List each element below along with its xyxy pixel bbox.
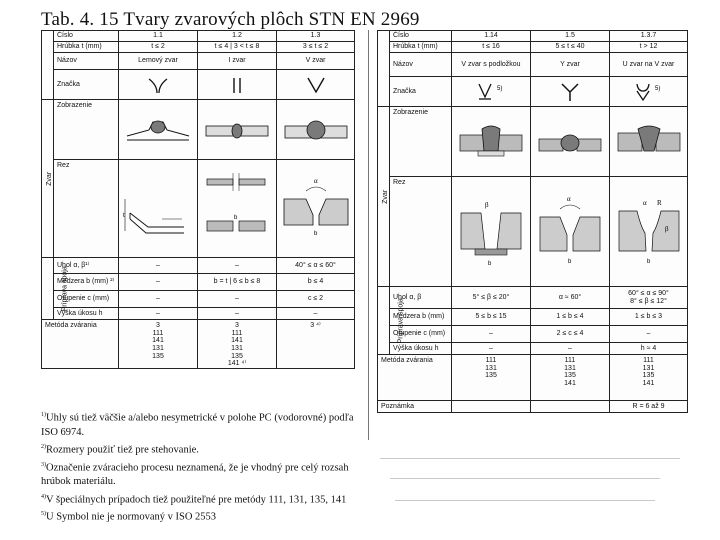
cell-metoda: 111 131 135 141 xyxy=(610,355,688,401)
row-label-uhol: Uhol α, β xyxy=(390,287,452,309)
cell-medzera: – xyxy=(119,274,198,291)
cell-uhol: α ≈ 60° xyxy=(531,287,610,309)
svg-text:t: t xyxy=(123,212,125,219)
footnotes xyxy=(41,408,371,525)
cell-uhol: – xyxy=(119,258,198,274)
row-label-otupenie: Otupenie c (mm) xyxy=(54,291,119,308)
cell-vyska: – xyxy=(531,343,610,355)
row-label-cislo: Číslo xyxy=(54,31,119,42)
row-label-rez: Rez xyxy=(54,160,119,258)
row-label-metoda: Metóda zvárania xyxy=(378,355,452,401)
cell-nazov: V zvar xyxy=(277,53,355,70)
svg-text:b: b xyxy=(234,214,238,221)
weld-symbol-flange xyxy=(119,70,198,100)
weld-symbol-u-on-v xyxy=(610,77,688,107)
group-label-zvar: Zvar xyxy=(42,100,54,258)
weld-image-flange xyxy=(119,100,198,160)
row-label-cislo: Číslo xyxy=(390,31,452,42)
cell-cislo: 1.3 xyxy=(277,31,355,42)
cell-metoda: 3 111 141 131 135 141 ⁴⁾ xyxy=(198,320,277,369)
row-label-znacka: Značka xyxy=(54,70,119,100)
cell-otupenie: – xyxy=(452,326,531,343)
cell-hrubka: t ≤ 2 xyxy=(119,42,198,53)
cell-hrubka: t ≤ 4 | 3 < t ≤ 8 xyxy=(198,42,277,53)
scan-artifact xyxy=(395,500,655,501)
cell-vyska: – xyxy=(119,308,198,320)
cell-poznamka xyxy=(531,401,610,413)
cell-otupenie: – xyxy=(610,326,688,343)
scan-artifact xyxy=(390,478,660,479)
weld-symbol-i xyxy=(198,70,277,100)
row-label-zobrazenie: Zobrazenie xyxy=(390,107,452,177)
cell-uhol: 60° ≤ α ≤ 90° 8° ≤ β ≤ 12° xyxy=(610,287,688,309)
cell-uhol: 5° ≤ β ≤ 20° xyxy=(452,287,531,309)
cell-nazov: V zvar s podložkou xyxy=(452,53,531,77)
section-flange xyxy=(119,160,198,258)
cell-cislo: 1.5 xyxy=(531,31,610,42)
row-label-metoda: Metóda zvárania xyxy=(42,320,119,369)
svg-text:α: α xyxy=(567,194,571,203)
cell-cislo: 1.14 xyxy=(452,31,531,42)
cell-poznamka xyxy=(452,401,531,413)
svg-text:α: α xyxy=(313,176,318,185)
cell-poznamka: R = 6 až 9 xyxy=(610,401,688,413)
cell-otupenie: c ≤ 2 xyxy=(277,291,355,308)
cell-hrubka: 3 ≤ t ≤ 2 xyxy=(277,42,355,53)
cell-hrubka: 5 ≤ t ≤ 40 xyxy=(531,42,610,53)
weld-symbol-y xyxy=(531,77,610,107)
group-label-zvar: Zvar xyxy=(378,107,390,287)
cell-medzera: 5 ≤ b ≤ 15 xyxy=(452,309,531,326)
cell-cislo: 1.3.7 xyxy=(610,31,688,42)
cell-nazov: Lemový zvar xyxy=(119,53,198,70)
row-label-medzera: Medzera b (mm) xyxy=(390,309,452,326)
row-label-medzera: Medzera b (mm) ²⁾ xyxy=(54,274,119,291)
svg-text:b: b xyxy=(568,258,572,265)
blank-cell xyxy=(378,31,390,107)
cell-hrubka: t > 12 xyxy=(610,42,688,53)
svg-text:5): 5) xyxy=(497,85,503,92)
cell-vyska: – xyxy=(452,343,531,355)
weld-image-y xyxy=(531,107,610,177)
row-label-uhol: Uhol α, β¹⁾ xyxy=(54,258,119,274)
cell-nazov: U zvar na V zvar xyxy=(610,53,688,77)
cell-otupenie: 2 ≤ c ≤ 4 xyxy=(531,326,610,343)
svg-text:5): 5) xyxy=(654,85,660,92)
cell-medzera: b = t | 6 ≤ b ≤ 8 xyxy=(198,274,277,291)
cell-medzera: 1 ≤ b ≤ 4 xyxy=(531,309,610,326)
weld-image-u-on-v xyxy=(610,107,688,177)
footnote: $^{5)}$U Symbol nie je normovaný v ISO 2553 xyxy=(41,511,217,523)
row-label-vyska: Výška úkosu h xyxy=(54,308,119,320)
cell-hrubka: t ≤ 16 xyxy=(452,42,531,53)
cell-vyska: – xyxy=(198,308,277,320)
svg-text:R: R xyxy=(656,198,662,207)
section-v-backing xyxy=(452,177,531,287)
svg-text:b: b xyxy=(646,258,650,265)
svg-text:β: β xyxy=(664,224,669,233)
weld-symbol-v xyxy=(277,70,355,100)
section-u-on-v xyxy=(610,177,688,287)
row-label-hrubka: Hrúbka t (mm) xyxy=(54,42,119,53)
section-i xyxy=(198,160,277,258)
cell-uhol: – xyxy=(198,258,277,274)
row-label-nazov: Názov xyxy=(54,53,119,70)
cell-vyska: – xyxy=(277,308,355,320)
weld-table-left xyxy=(41,30,355,369)
svg-text:β: β xyxy=(485,200,489,209)
row-label-nazov: Názov xyxy=(390,53,452,77)
footnote: $^{3)}$Označenie zváracieho procesu neznamená, že je vhodný pre celý rozsah hrúbok materiálu. xyxy=(41,461,349,488)
cell-medzera: 1 ≤ b ≤ 3 xyxy=(610,309,688,326)
section-v xyxy=(277,160,355,258)
weld-table-right xyxy=(377,30,688,413)
weld-image-v xyxy=(277,100,355,160)
cell-vyska: h ≈ 4 xyxy=(610,343,688,355)
svg-text:b: b xyxy=(488,260,492,267)
cell-medzera: b ≤ 4 xyxy=(277,274,355,291)
row-label-znacka: Značka xyxy=(390,77,452,107)
cell-metoda: 3 ⁴⁾ xyxy=(277,320,355,369)
cell-cislo: 1.2 xyxy=(198,31,277,42)
cell-otupenie: – xyxy=(198,291,277,308)
weld-image-v-backing xyxy=(452,107,531,177)
svg-text:b: b xyxy=(313,230,317,237)
cell-nazov: I zvar xyxy=(198,53,277,70)
footnote: $^{1)}$Uhly sú tiež väčšie a/alebo nesymetrické v polohe PC (vodorovné) podľa ISO 6974. xyxy=(41,412,354,438)
column-divider xyxy=(368,30,369,440)
row-label-hrubka: Hrúbka t (mm) xyxy=(390,42,452,53)
group-label-priprava: Príprava spoja xyxy=(378,287,390,355)
row-label-vyska: Výška úkosu h xyxy=(390,343,452,355)
cell-uhol: 40° ≤ α ≤ 60° xyxy=(277,258,355,274)
cell-cislo: 1.1 xyxy=(119,31,198,42)
group-label-priprava: Príprava spoja xyxy=(42,258,54,320)
cell-metoda: 111 131 135 xyxy=(452,355,531,401)
cell-nazov: Y zvar xyxy=(531,53,610,77)
row-label-otupenie: Otupenie c (mm) xyxy=(390,326,452,343)
footnote: $^{2)}$Rozmery použiť tiež pre stehovanie. xyxy=(41,443,199,456)
blank-cell xyxy=(42,31,54,100)
scan-artifact xyxy=(380,458,680,459)
cell-metoda: 3 111 141 131 135 xyxy=(119,320,198,369)
weld-image-i xyxy=(198,100,277,160)
row-label-poznamka: Poznámka xyxy=(378,401,452,413)
section-y xyxy=(531,177,610,287)
row-label-rez: Rez xyxy=(390,177,452,287)
row-label-zobrazenie: Zobrazenie xyxy=(54,100,119,160)
svg-text:α: α xyxy=(642,198,647,207)
page-title: Tab. 4. 15 Tvary zvarových plôch STN EN 2969 xyxy=(41,9,420,30)
weld-symbol-v-backing xyxy=(452,77,531,107)
footnote: $^{4)}$V špeciálnych prípadoch tiež použiteľné pre metódy 111, 131, 135, 141 xyxy=(41,493,347,506)
cell-otupenie: – xyxy=(119,291,198,308)
cell-metoda: 111 131 135 141 xyxy=(531,355,610,401)
